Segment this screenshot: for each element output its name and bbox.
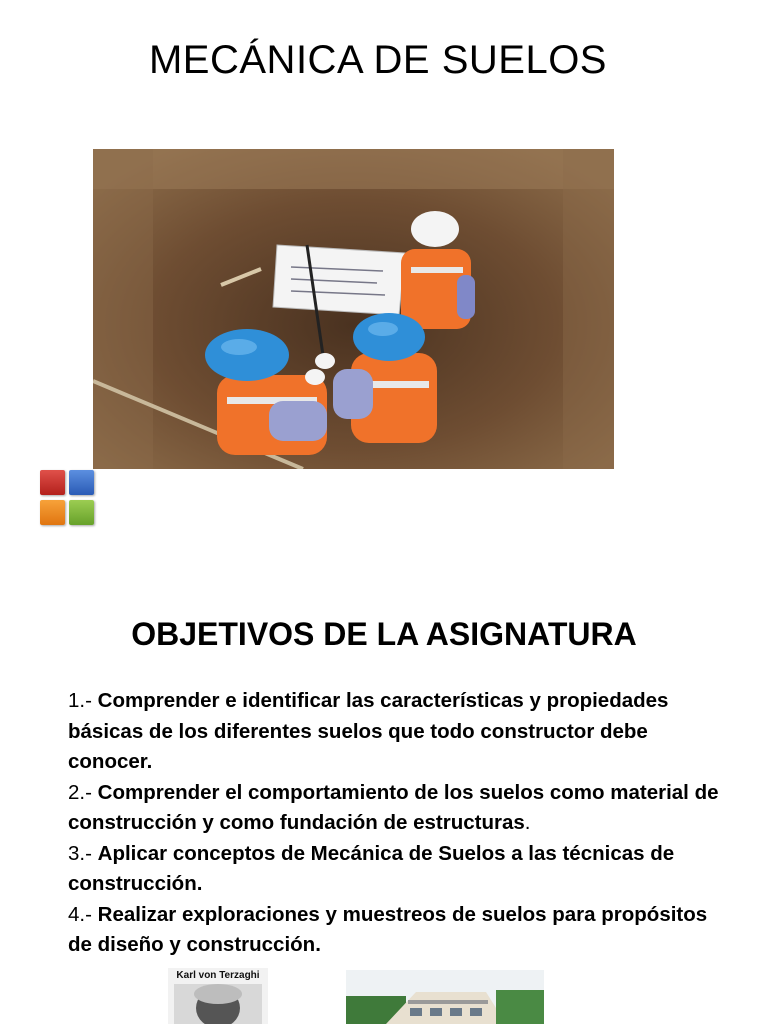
objective-number: 3.- [68, 841, 92, 865]
objective-text: Comprender el comportamiento de los suelos como material de construcción y como fundación de estructuras [68, 780, 719, 834]
objective-number: 4.- [68, 902, 92, 926]
objective-item [68, 900, 728, 961]
four-squares-logo-icon [40, 470, 96, 526]
orange-square [40, 500, 65, 525]
slide-title: MECÁNICA DE SUELOS [148, 38, 607, 82]
soil-pit-photo [93, 149, 614, 469]
building-photo [346, 970, 544, 1024]
objective-text: Aplicar conceptos de Mecánica de Suelos a las técnicas de construcción. [68, 841, 675, 895]
objective-number: 1.- [68, 689, 92, 712]
objective-item [68, 839, 728, 900]
red-square [40, 470, 65, 495]
terzaghi-portrait [168, 968, 268, 1024]
objective-item [68, 778, 728, 839]
objectives-list [68, 686, 728, 961]
portrait-caption: Karl von Terzaghi [176, 970, 260, 981]
objective-tail: . [524, 811, 531, 834]
section-title: OBJETIVOS DE LA ASIGNATURA [131, 616, 637, 652]
objective-text: Realizar exploraciones y muestreos de suelos para propósitos de diseño y construcción. [68, 902, 708, 956]
objective-number: 2.- [68, 780, 92, 804]
blue-square [69, 470, 94, 495]
objective-item [68, 686, 728, 778]
objective-text: Comprender e identificar las características y propiedades básicas de los diferentes suelos que todo constructor debe conocer. [68, 689, 669, 773]
green-square [69, 500, 94, 525]
